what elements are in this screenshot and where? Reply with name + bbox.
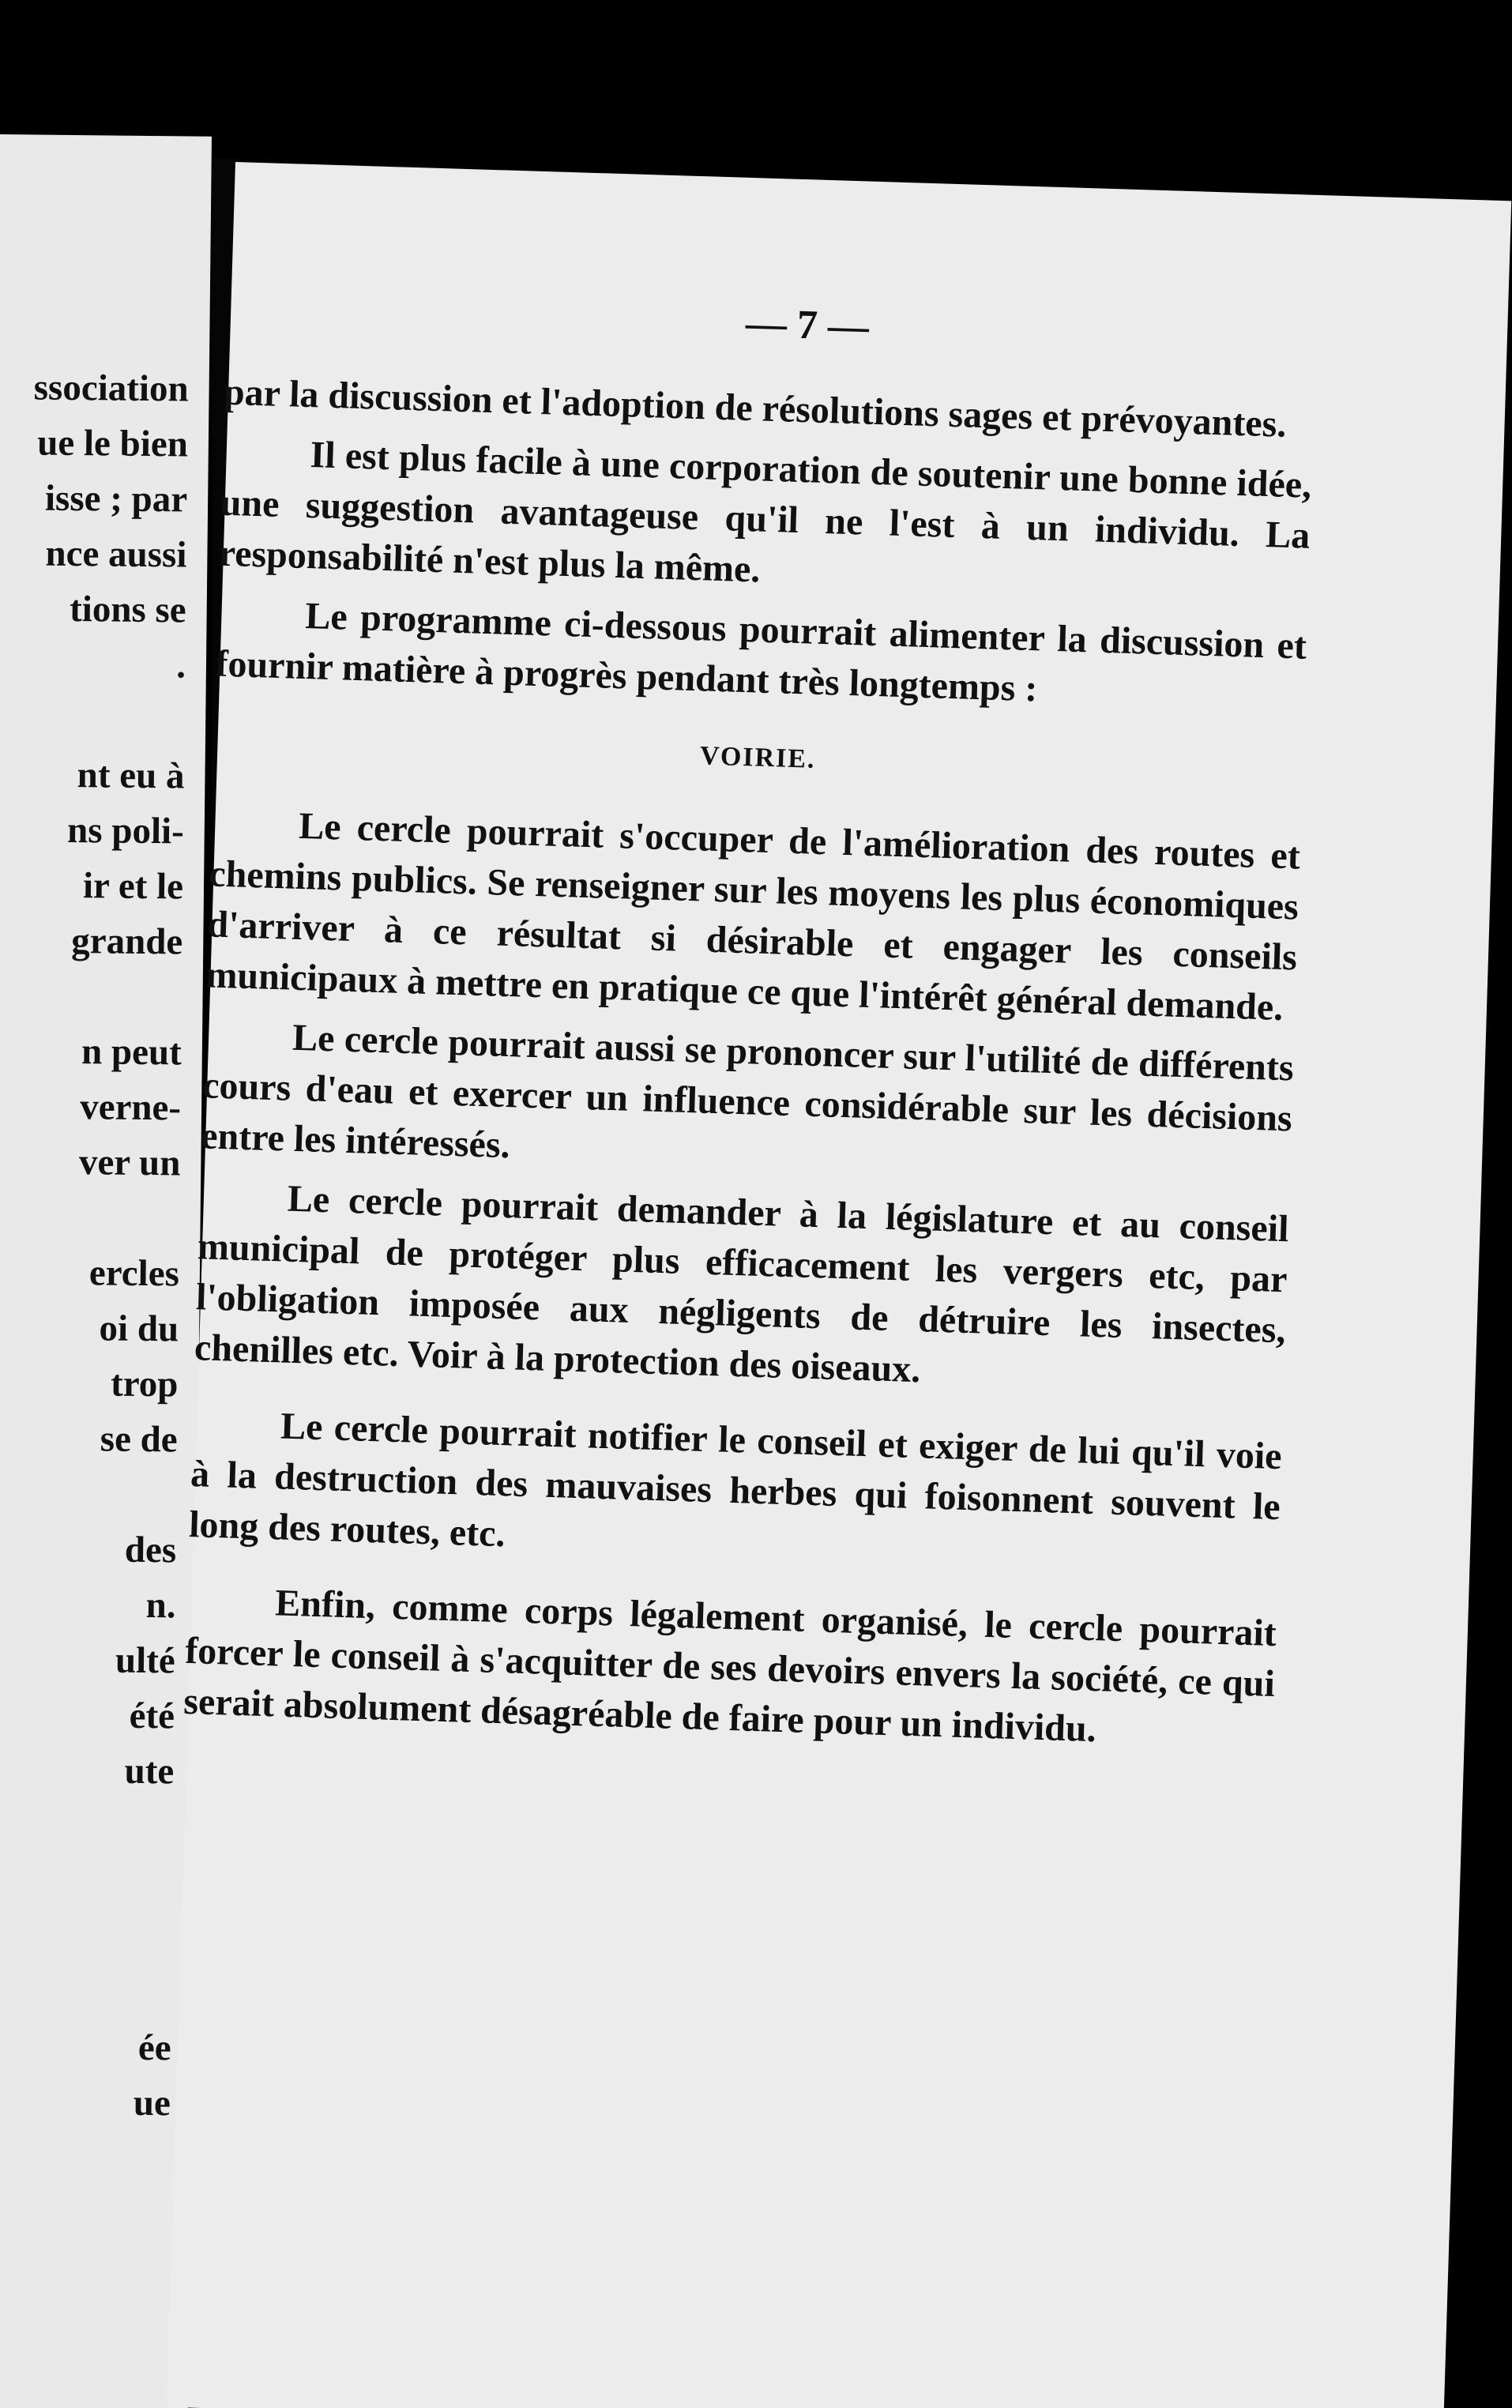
adjacent-page-line: ercles bbox=[88, 1252, 180, 1295]
adjacent-page-line: ulté bbox=[115, 1639, 176, 1682]
adjacent-page-line: ir et le bbox=[82, 865, 184, 908]
adjacent-page-line: oi du bbox=[99, 1307, 179, 1350]
adjacent-page-line: été bbox=[129, 1695, 175, 1737]
line-gap bbox=[0, 1852, 173, 1910]
adjacent-page-line: ute bbox=[124, 1750, 175, 1793]
adjacent-page-line: ver un bbox=[78, 1142, 181, 1184]
adjacent-page-line: n. bbox=[145, 1585, 176, 1627]
adjacent-page-line: ue le bien bbox=[37, 422, 189, 465]
adjacent-page-line: grande bbox=[71, 920, 183, 963]
main-page bbox=[167, 162, 1511, 2408]
adjacent-page-line: nce aussi bbox=[45, 532, 187, 576]
paragraph: Le cercle pourrait demander à la législature et au conseil municipal de protéger plus efficacement les vergers etc, par l'obligation imposée aux négligents de détruire les insectes, chenilles etc. Voir à la protection des oiseaux. bbox=[194, 1177, 1290, 1391]
adjacent-page-line: . bbox=[175, 645, 186, 687]
section-heading: VOIRIE. bbox=[699, 741, 817, 774]
paragraph: Le programme ci-dessous pourrait alimenter la discussion et fournir matière à progrès pendant très longtemps : bbox=[214, 594, 1307, 710]
line-gap bbox=[0, 967, 182, 1025]
line-gap bbox=[0, 1465, 177, 1523]
adjacent-page-text bbox=[0, 359, 189, 2131]
paragraph: Il est plus facile à une corporation de soutenir une bonne idée, une suggestion avantageuse qu'il ne l'est à un individu. La responsabilité n'est plus la même. bbox=[218, 434, 1312, 591]
page-body bbox=[182, 367, 1314, 1770]
line-gap bbox=[0, 1907, 172, 1966]
line-gap bbox=[0, 690, 186, 749]
page-number: — 7 — bbox=[745, 300, 870, 350]
adjacent-page-line: verne- bbox=[79, 1086, 182, 1129]
line-gap bbox=[0, 1188, 180, 1247]
paragraph: Enfin, comme corps légalement organisé, le cercle pourrait forcer le conseil à s'acquitter de ses devoirs envers la société, ce qui serait absolument désagréable de faire pour un individu. bbox=[182, 1582, 1277, 1751]
adjacent-page-line: ée bbox=[137, 2026, 171, 2069]
adjacent-page-line: nt eu à bbox=[77, 754, 185, 797]
paragraph: par la discussion et l'adoption de résolutions sages et prévoyantes. bbox=[223, 371, 1288, 446]
adjacent-page-line: tions se bbox=[69, 588, 186, 631]
adjacent-page-line: isse ; par bbox=[44, 477, 188, 521]
adjacent-page-line: se de bbox=[100, 1418, 178, 1461]
adjacent-page-line: ssociation bbox=[33, 367, 189, 410]
line-gap bbox=[0, 1962, 172, 2021]
adjacent-page-line: ue bbox=[133, 2082, 171, 2124]
adjacent-page-line: trop bbox=[110, 1363, 179, 1405]
paragraph: Le cercle pourrait s'occuper de l'amélioration des routes et chemins publics. Se renseigner sur les moyens les plus économiques d'arriver à ce résultat si désirable et engager les conseils municipaux à mettre en pratique ce que l'intérêt général demande. bbox=[205, 804, 1301, 1029]
paragraph: Le cercle pourrait aussi se prononcer sur l'utilité de différents cours d'eau et exercer un influence considérable sur les décisions entre les intéressés. bbox=[200, 1016, 1295, 1167]
adjacent-page-line: ns poli- bbox=[66, 809, 185, 852]
paragraph: Le cercle pourrait notifier le conseil et exiger de lui qu'il voie à la destruction des mauvaises herbes qui foisonnent souvent le long des routes, etc. bbox=[188, 1405, 1283, 1556]
line-gap bbox=[0, 1797, 174, 1855]
adjacent-page-line: n peut bbox=[81, 1031, 182, 1074]
adjacent-page-line: des bbox=[124, 1529, 177, 1571]
